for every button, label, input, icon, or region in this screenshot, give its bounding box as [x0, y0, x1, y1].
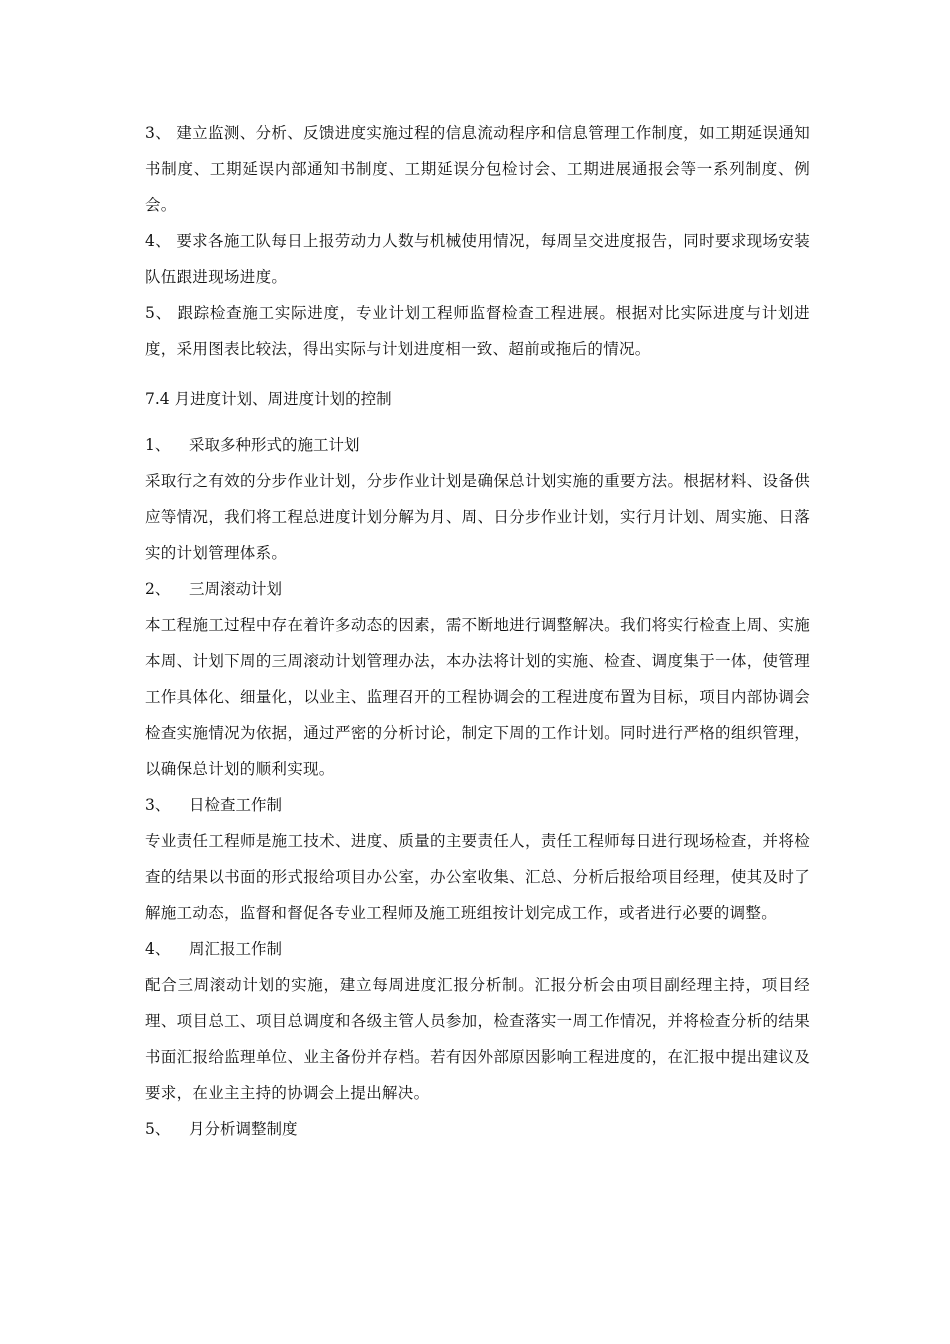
paragraph-3: 3、 建立监测、分析、反馈进度实施过程的信息流动程序和信息管理工作制度，如工期延误通知书制度、工期延误内部通知书制度、工期延误分包检讨会、工期进展通报会等一系列制度、例会。 [145, 124, 810, 214]
item-number: 1、 [145, 436, 171, 454]
item-number: 4、 [145, 940, 171, 958]
item-1-body: 采取行之有效的分步作业计划，分步作业计划是确保总计划实施的重要方法。根据材料、设备供应等情况，我们将工程总进度计划分解为月、周、日分步作业计划，实行月计划、周实施、日落实的计划管理体系。 [145, 472, 810, 562]
item-title: 周汇报工作制 [189, 940, 283, 958]
paragraph-5: 5、 跟踪检查施工实际进度，专业计划工程师监督检查工程进展。根据对比实际进度与计划进度，采用图表比较法，得出实际与计划进度相一致、超前或拖后的情况。 [145, 304, 810, 358]
item-1-title [145, 427, 810, 463]
document-page [145, 115, 810, 1147]
item-number: 5、 [145, 1120, 171, 1138]
item-number: 3、 [145, 796, 171, 814]
item-title: 日检查工作制 [189, 796, 283, 814]
paragraph-4: 4、 要求各施工队每日上报劳动力人数与机械使用情况，每周呈交进度报告，同时要求现场安装队伍跟进现场进度。 [145, 232, 810, 286]
item-title: 采取多种形式的施工计划 [189, 436, 360, 454]
item-2-title [145, 571, 810, 607]
item-5-title [145, 1111, 810, 1147]
item-number: 2、 [145, 580, 171, 598]
item-4-title [145, 931, 810, 967]
section-title: 7.4 月进度计划、周进度计划的控制 [145, 390, 392, 408]
item-3-title [145, 787, 810, 823]
item-3-body: 专业责任工程师是施工技术、进度、质量的主要责任人，责任工程师每日进行现场检查，并将检查的结果以书面的形式报给项目办公室，办公室收集、汇总、分析后报给项目经理，使其及时了解施工动态，监督和督促各专业工程师及施工班组按计划完成工作，或者进行必要的调整。 [145, 832, 810, 922]
item-title: 月分析调整制度 [189, 1120, 298, 1138]
item-title: 三周滚动计划 [189, 580, 283, 598]
item-4-body: 配合三周滚动计划的实施，建立每周进度汇报分析制。汇报分析会由项目副经理主持，项目经理、项目总工、项目总调度和各级主管人员参加，检查落实一周工作情况，并将检查分析的结果书面汇报给监理单位、业主备份并存档。若有因外部原因影响工程进度的，在汇报中提出建议及要求，在业主主持的协调会上提出解决。 [145, 976, 810, 1102]
item-2-body: 本工程施工过程中存在着许多动态的因素，需不断地进行调整解决。我们将实行检查上周、实施本周、计划下周的三周滚动计划管理办法，本办法将计划的实施、检查、调度集于一体，使管理工作具体化、细量化，以业主、监理召开的工程协调会的工程进度布置为目标，项目内部协调会检查实施情况为依据，通过严密的分析讨论，制定下周的工作计划。同时进行严格的组织管理，以确保总计划的顺利实现。 [145, 616, 810, 778]
